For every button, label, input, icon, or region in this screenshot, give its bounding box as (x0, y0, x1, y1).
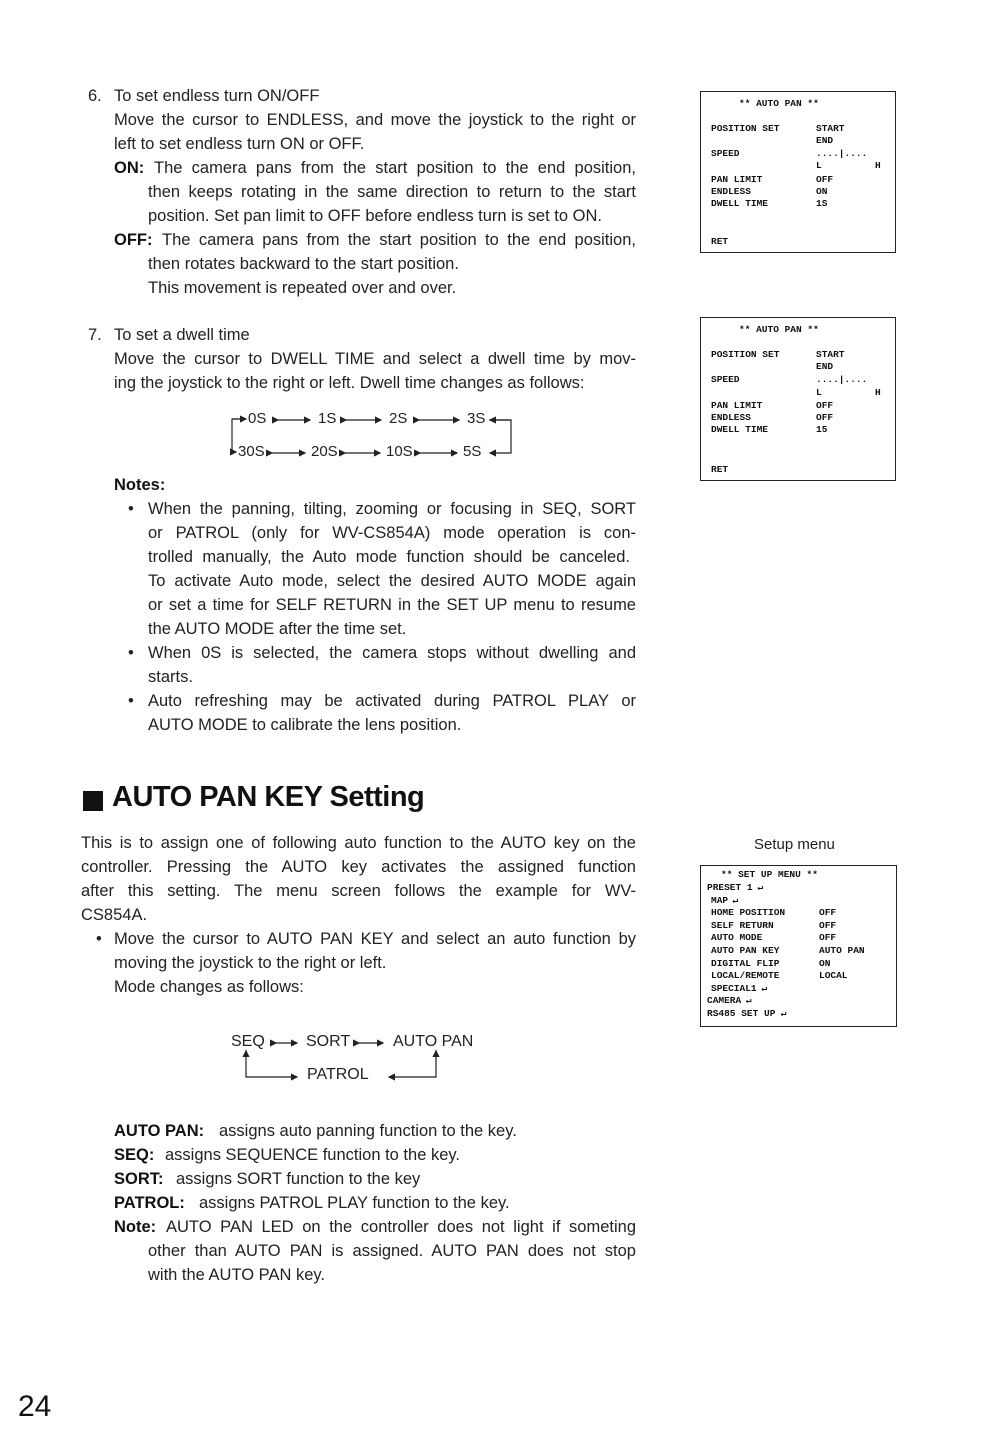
def-text: assigns SEQUENCE function to the key. (165, 1146, 460, 1164)
dwell-option: 10S (386, 443, 413, 460)
screen-value: OFF (816, 412, 834, 423)
note-text: or PATROL (only for WV-CS854A) mode operation is con- (148, 524, 636, 542)
dwell-option: 20S (311, 443, 338, 460)
screen-label: PAN LIMIT (711, 174, 763, 185)
speed-high: H (875, 160, 881, 171)
section-title: AUTO PAN KEY Setting (112, 781, 425, 813)
speed-low: L (816, 387, 822, 398)
speed-high: H (875, 387, 881, 398)
step7-text: Move the cursor to DWELL TIME and select a dwell time by mov- (114, 350, 636, 368)
bullet: • (96, 930, 102, 948)
screen-label: POSITION SET (711, 349, 780, 360)
def-label: Note: (114, 1218, 157, 1236)
screen-value: START (816, 349, 845, 360)
step6-text: Move the cursor to ENDLESS, and move the joystick to the right or (114, 111, 636, 129)
screen-value: 1S (816, 198, 828, 209)
intro-text: after this setting. The menu screen follows the example for WV- (81, 882, 636, 900)
dwell-option: 2S (389, 410, 408, 427)
speed-bar: ....|.... (816, 148, 868, 159)
intro-text: CS854A. (81, 906, 148, 924)
mode-sort: SORT (306, 1033, 351, 1050)
def-label: PATROL: (114, 1194, 185, 1212)
screen-value: OFF (816, 400, 834, 411)
submenu-arrow-icon: ↵ (757, 882, 764, 893)
step7-text: ing the joystick to the right or left. Dwell time changes as follows: (114, 374, 585, 392)
screen-title: ** SET UP MENU ** (721, 869, 818, 880)
setup-row-label: RS485 SET UP (707, 1008, 776, 1019)
screen-label: ENDLESS (711, 412, 751, 423)
setup-row-value: OFF (819, 932, 837, 944)
dwell-option: 3S (467, 410, 486, 427)
note-text: When 0S is selected, the camera stops without dwelling and (148, 644, 636, 662)
page-number: 24 (18, 1390, 52, 1423)
bullet: • (128, 500, 134, 518)
intro-text: This is to assign one of following auto function to the AUTO key on the (81, 834, 636, 852)
screen-title: ** AUTO PAN ** (739, 324, 819, 335)
screen-value: 15 (816, 424, 828, 435)
screen-value: START (816, 123, 845, 134)
off-text: then rotates backward to the start position. (148, 255, 459, 273)
def-text: AUTO PAN LED on the controller does not light if someting (166, 1218, 636, 1236)
mode-seq: SEQ (231, 1033, 265, 1050)
setup-row-label: MAP (711, 894, 729, 906)
note-text: trolled manually, the Auto mode function should be canceled. (148, 548, 630, 566)
bullet: • (128, 644, 134, 662)
setup-row-value: LOCAL (819, 970, 848, 982)
step6-text: left to set endless turn ON or OFF. (114, 135, 365, 153)
screen-value: OFF (816, 174, 834, 185)
step6-number: 6. (88, 87, 102, 105)
dwell-option: 1S (318, 410, 337, 427)
speed-bar: ....|.... (816, 374, 868, 385)
mode-patrol: PATROL (307, 1066, 369, 1083)
note-text: the AUTO MODE after the time set. (148, 620, 407, 638)
submenu-arrow-icon: ↵ (732, 894, 739, 906)
note-text: When the panning, tilting, zooming or focusing in SEQ, SORT (148, 500, 636, 518)
setup-row-label: AUTO MODE (711, 932, 763, 944)
screen-label: PAN LIMIT (711, 400, 763, 411)
bullet-text: Mode changes as follows: (114, 978, 304, 996)
def-label: SORT: (114, 1170, 164, 1188)
step6-heading: To set endless turn ON/OFF (114, 87, 320, 105)
screen-ret: RET (711, 464, 729, 475)
screen-label: SPEED (711, 374, 740, 385)
note-text: AUTO MODE to calibrate the lens position. (148, 716, 462, 734)
note-text: Auto refreshing may be activated during PATROL PLAY or (148, 692, 636, 710)
on-text: then keeps rotating in the same direction to return to the start (148, 183, 636, 201)
submenu-arrow-icon: ↵ (761, 982, 768, 994)
setup-row-label: SPECIAL1 (711, 982, 757, 994)
setup-row-value: ON (819, 957, 831, 969)
auto-pan-screen-dwell (700, 317, 896, 481)
step7-heading: To set a dwell time (114, 326, 250, 344)
def-text: assigns auto panning function to the key. (219, 1122, 517, 1140)
step7-number: 7. (88, 326, 102, 344)
dwell-option: 5S (463, 443, 482, 460)
screen-label: DWELL TIME (711, 424, 769, 435)
setup-row-label: AUTO PAN KEY (711, 945, 780, 956)
submenu-arrow-icon: ↵ (745, 995, 752, 1007)
bullet: • (128, 692, 134, 710)
def-label: SEQ: (114, 1146, 155, 1164)
speed-low: L (816, 160, 822, 171)
bullet-text: moving the joystick to the right or left. (114, 954, 387, 972)
setup-caption: Setup menu (754, 836, 835, 853)
setup-row-label: SELF RETURN (711, 919, 774, 931)
note-text: To activate Auto mode, select the desired AUTO MODE again (148, 572, 636, 590)
def-text: assigns PATROL PLAY function to the key. (199, 1194, 510, 1212)
setup-row-value: OFF (819, 919, 837, 931)
note-text: or set a time for SELF RETURN in the SET UP menu to resume (148, 596, 636, 614)
on-text: position. Set pan limit to OFF before endless turn is set to ON. (148, 207, 602, 225)
setup-menu-screen (700, 865, 897, 1027)
setup-row-label: PRESET 1 (707, 882, 753, 893)
setup-row-label: LOCAL/REMOTE (711, 970, 780, 982)
screen-value: END (816, 135, 834, 146)
screen-label: DWELL TIME (711, 198, 769, 209)
on-label: ON: (114, 159, 145, 177)
setup-row-label: CAMERA (707, 995, 742, 1007)
screen-value: END (816, 361, 834, 372)
screen-ret: RET (711, 236, 729, 247)
setup-row-value: OFF (819, 907, 837, 919)
mode-autopan: AUTO PAN (393, 1033, 474, 1050)
screen-label: POSITION SET (711, 123, 780, 134)
def-text: other than AUTO PAN is assigned. AUTO PAN does not stop (148, 1242, 636, 1260)
def-text: with the AUTO PAN key. (148, 1266, 325, 1284)
screen-label: ENDLESS (711, 186, 751, 197)
notes-title: Notes: (114, 476, 166, 494)
dwell-option: 0S (248, 410, 267, 427)
note-text: starts. (148, 668, 193, 686)
setup-row-label: HOME POSITION (711, 907, 786, 919)
off-text: The camera pans from the start position to the end position, (162, 231, 636, 249)
screen-label: SPEED (711, 148, 740, 159)
on-text: The camera pans from the start position to the end position, (154, 159, 636, 177)
setup-row-value: AUTO PAN (819, 945, 865, 956)
setup-row-label: DIGITAL FLIP (711, 957, 780, 969)
section-square-icon (83, 791, 103, 811)
def-label: AUTO PAN: (114, 1122, 205, 1140)
screen-title: ** AUTO PAN ** (739, 98, 819, 109)
intro-text: controller. Pressing the AUTO key activates the assigned function (81, 858, 636, 876)
off-text: This movement is repeated over and over. (148, 279, 457, 297)
bullet-text: Move the cursor to AUTO PAN KEY and select an auto function by (114, 930, 636, 948)
off-label: OFF: (114, 231, 153, 249)
def-text: assigns SORT function to the key (176, 1170, 421, 1188)
submenu-arrow-icon: ↵ (780, 1008, 787, 1019)
dwell-option: 30S (238, 443, 265, 460)
screen-value: ON (816, 186, 828, 197)
